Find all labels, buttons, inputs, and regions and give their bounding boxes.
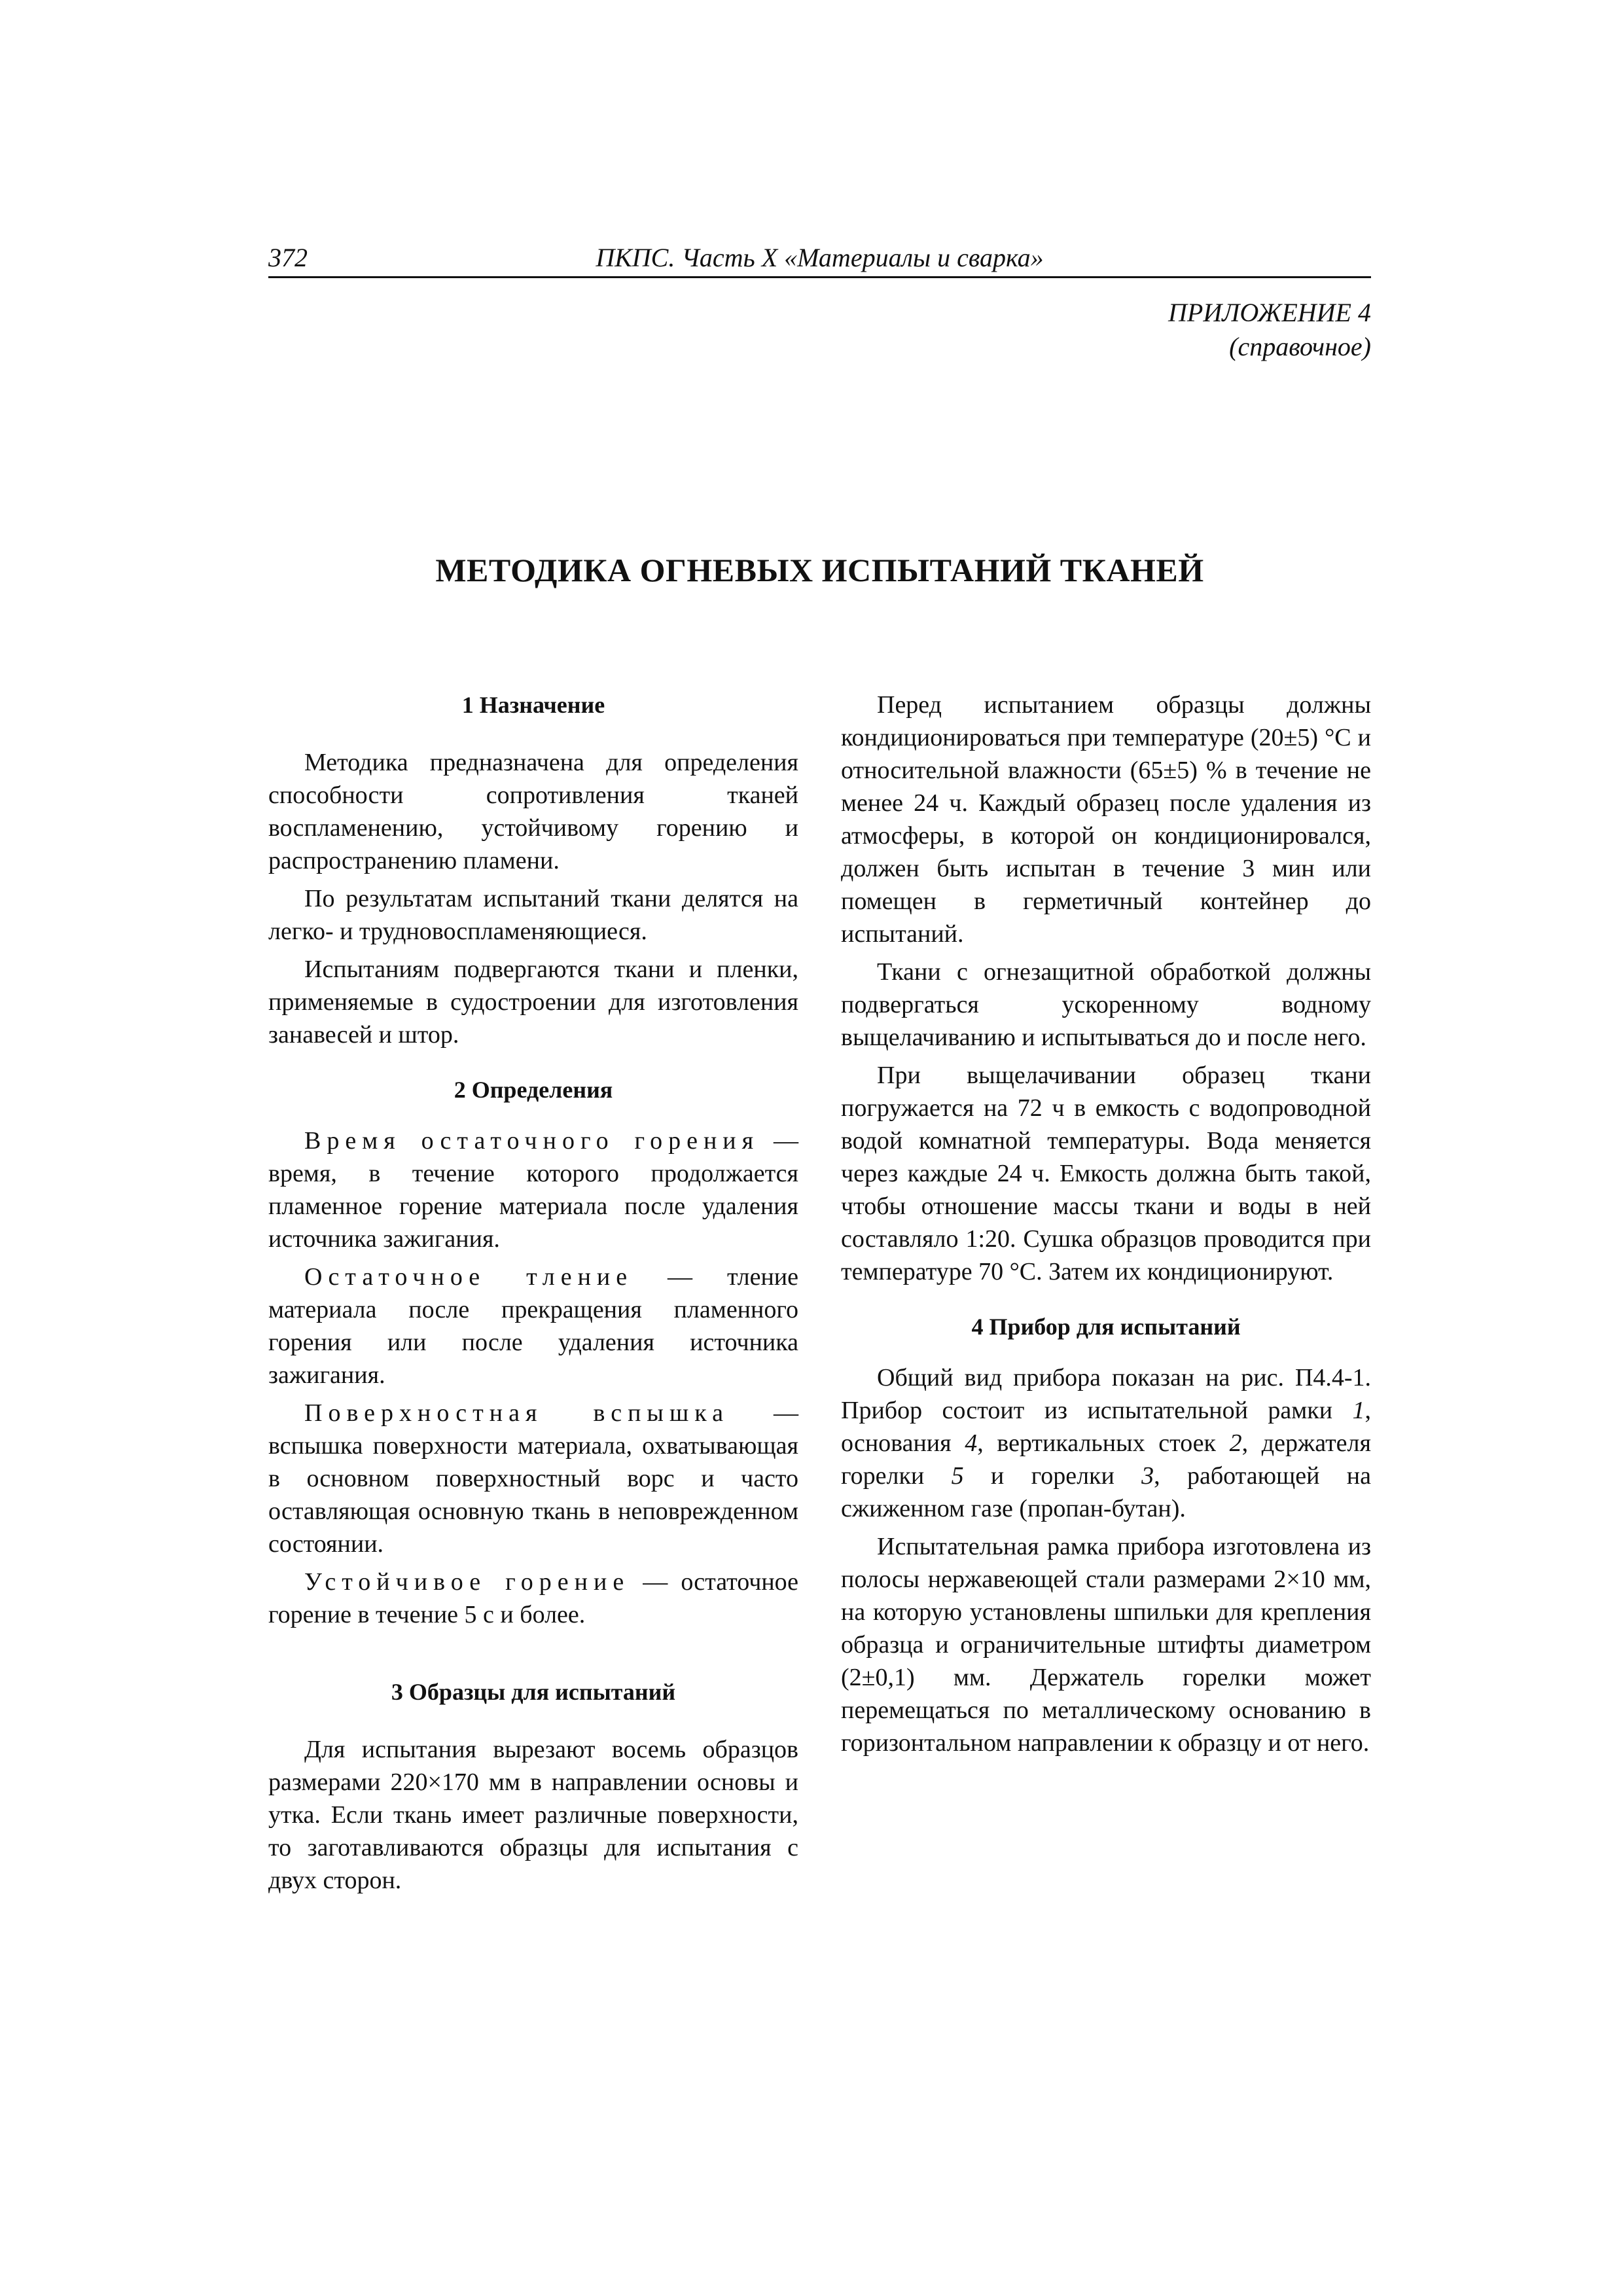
definition-text: — время, в течение которого продолжается пламенное горение материала после удаления источника зажигания. [268, 1127, 798, 1253]
running-title: ПКПС. Часть X «Материалы и сварка» [596, 243, 1044, 272]
part-number: 4 [965, 1429, 978, 1457]
appendix-number: ПРИЛОЖЕНИЕ 4 [1168, 298, 1371, 327]
definition-paragraph [268, 1397, 798, 1560]
section-heading-definitions: 2 Определения [454, 1077, 613, 1103]
text-run: , основания [841, 1397, 1371, 1457]
definition-term: Устойчивое горение [304, 1568, 630, 1596]
right-column [841, 689, 1371, 1765]
page-number: 372 [268, 243, 308, 272]
running-header [268, 236, 1371, 278]
paragraph: Ткани с огнезащитной обработкой должны подвергаться ускоренному водному выщелачиванию и испытываться до и после него. [841, 958, 1371, 1051]
part-number: 2 [1229, 1429, 1242, 1457]
paragraph: Методика предназначена для определения способности сопротивления тканей воспламенению, устойчивому горению и распространению пламени. [268, 749, 798, 874]
part-number: 3 [1141, 1462, 1154, 1490]
definition-term: Остаточное тление [304, 1263, 633, 1291]
section-heading-purpose: 1 Назначение [461, 692, 605, 718]
definition-text: — тление материала после прекращения пламенного горения или после удаления источника зажигания. [268, 1263, 798, 1389]
left-column [268, 689, 798, 1902]
part-number: 1 [1352, 1397, 1365, 1424]
definition-paragraph [268, 1261, 798, 1391]
definition-paragraph [268, 1124, 798, 1255]
appendix-label [1168, 296, 1371, 364]
appendix-note: (справочное) [1229, 332, 1371, 361]
paragraph: Испытательная рамка прибора изготовлена из полосы нержавеющей стали размерами 2×10 мм, на которую установлены шпильки для крепления образца и ограничительные штифты диаметром (2±0,1) мм. Держатель горелки может перемещаться по металлическому основанию в горизонтальном направлении к образцу и от него. [841, 1533, 1371, 1757]
definition-paragraph [268, 1566, 798, 1631]
text-run: , вертикальных стоек [977, 1429, 1230, 1457]
document-title: МЕТОДИКА ОГНЕВЫХ ИСПЫТАНИЙ ТКАНЕЙ [435, 552, 1204, 588]
text-run: , работающей на сжиженном газе (пропан-бутан). [841, 1462, 1371, 1522]
text-run: и горелки [963, 1462, 1142, 1490]
paragraph: Испытаниям подвергаются ткани и пленки, применяемые в судостроении для изготовления занавесей и штор. [268, 956, 798, 1049]
definition-text: — вспышка поверхности материала, охватывающая в основном поверхностный ворс и часто оставляющая основную ткань в неповрежденном состоянии. [268, 1399, 798, 1558]
text-run: , держателя горелки [841, 1429, 1371, 1490]
paragraph: По результатам испытаний ткани делятся на легко- и трудновоспламеняющиеся. [268, 885, 798, 945]
definition-term: Поверхностная вспышка [304, 1399, 729, 1427]
section-heading-samples: 3 Образцы для испытаний [391, 1679, 676, 1705]
paragraph: При выщелачивании образец ткани погружается на 72 ч в емкость с водопроводной водой комнатной температуры. Вода меняется через каждые 24 ч. Емкость должна быть такой, чтобы отношение массы ткани и воды в ней составляло 1:20. Сушка образцов проводится при температуре 70 °С. Затем их кондиционируют. [841, 1062, 1371, 1285]
definition-text: — остаточное горение в течение 5 с и более. [268, 1568, 798, 1628]
text-run: Общий вид прибора показан на рис. П4.4-1. Прибор состоит из испытательной рамки [841, 1364, 1371, 1424]
section-heading-apparatus: 4 Прибор для испытаний [971, 1314, 1241, 1340]
paragraph [841, 1361, 1371, 1525]
part-number: 5 [951, 1462, 964, 1490]
definition-term: Время остаточного горения [304, 1127, 760, 1155]
paragraph: Перед испытанием образцы должны кондиционироваться при температуре (20±5) °С и относительной влажности (65±5) % в течение не менее 24 ч. Каждый образец после удаления из атмосферы, в которой он кондиционировался, должен быть испытан в течение 3 мин или помещен в герметичный контейнер до испытаний. [841, 691, 1371, 948]
paragraph: Для испытания вырезают восемь образцов размерами 220×170 мм в направлении основы и утка. Если ткань имеет различные поверхности, то заготавливаются образцы для испытания с двух сторон. [268, 1736, 798, 1894]
